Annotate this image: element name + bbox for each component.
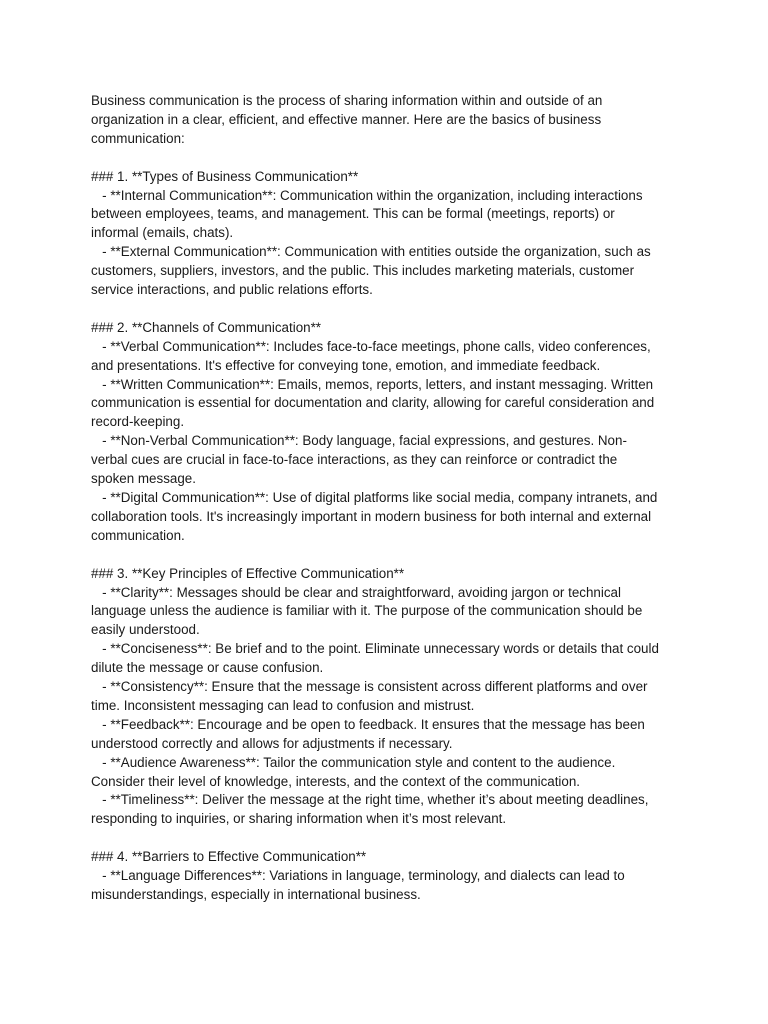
text-line: organization in a clear, efficient, and effective manner. Here are the basics of business [91, 111, 602, 127]
paragraph-gap [91, 149, 691, 168]
section-barriers [91, 848, 691, 905]
text-line: - **Conciseness**: Be brief and to the point. Eliminate unnecessary words or details that could [91, 641, 659, 657]
text-line: dilute the message or cause confusion. [91, 660, 324, 676]
text-line: language unless the audience is familiar with it. The purpose of the communication should be [91, 603, 643, 619]
text-line: - **Consistency**: Ensure that the message is consistent across different platforms and over [91, 679, 648, 695]
text-line: informal (emails, chats). [91, 225, 234, 241]
document-page [91, 92, 691, 905]
section-types [91, 168, 691, 300]
text-line: communication. [91, 527, 185, 543]
text-line: - **External Communication**: Communication with entities outside the organization, such as [91, 244, 651, 260]
text-line: responding to inquiries, or sharing information when it’s most relevant. [91, 811, 507, 827]
text-line: time. Inconsistent messaging can lead to confusion and mistrust. [91, 697, 475, 713]
text-line: - **Verbal Communication**: Includes face-to-face meetings, phone calls, video conferences, [91, 338, 651, 354]
text-line: understood correctly and allows for adjustments if necessary. [91, 735, 453, 751]
section-heading: ### 1. **Types of Business Communication** [91, 168, 359, 184]
text-line: customers, suppliers, investors, and the public. This includes marketing materials, customer [91, 263, 635, 279]
section-heading: ### 2. **Channels of Communication** [91, 319, 322, 335]
text-line: collaboration tools. It's increasingly important in modern business for both internal and external [91, 508, 652, 524]
section-heading: ### 3. **Key Principles of Effective Communication** [91, 565, 405, 581]
text-line: - **Clarity**: Messages should be clear and straightforward, avoiding jargon or technical [91, 584, 621, 600]
paragraph-gap [91, 300, 691, 319]
text-line: - **Audience Awareness**: Tailor the communication style and content to the audience. [91, 754, 616, 770]
text-line: easily understood. [91, 622, 200, 638]
section-heading: ### 4. **Barriers to Effective Communication** [91, 849, 367, 865]
text-line: service interactions, and public relations efforts. [91, 282, 373, 298]
text-line: - **Timeliness**: Deliver the message at the right time, whether it’s about meeting deadlines, [91, 792, 649, 808]
text-line: Consider their level of knowledge, interests, and the context of the communication. [91, 773, 581, 789]
text-line: Business communication is the process of sharing information within and outside of an [91, 93, 603, 108]
text-line: - **Internal Communication**: Communication within the organization, including interactions [91, 187, 643, 203]
text-line: communication is essential for documentation and clarity, allowing for careful consideration and [91, 395, 655, 411]
intro-paragraph [91, 92, 691, 149]
text-line: - **Written Communication**: Emails, memos, reports, letters, and instant messaging. Written [91, 376, 654, 392]
text-line: verbal cues are crucial in face-to-face interactions, as they can reinforce or contradict the [91, 452, 618, 468]
paragraph-gap [91, 829, 691, 848]
text-line: - **Non-Verbal Communication**: Body language, facial expressions, and gestures. Non- [91, 433, 627, 449]
section-channels [91, 319, 691, 546]
text-line: - **Feedback**: Encourage and be open to feedback. It ensures that the message has been [91, 716, 645, 732]
text-line: - **Language Differences**: Variations in language, terminology, and dialects can lead to [91, 868, 625, 884]
text-line: and presentations. It's effective for conveying tone, emotion, and immediate feedback. [91, 357, 601, 373]
text-line: record-keeping. [91, 414, 185, 430]
text-line: spoken message. [91, 471, 196, 487]
paragraph-gap [91, 546, 691, 565]
text-line: misunderstandings, especially in international business. [91, 887, 421, 902]
section-principles [91, 565, 691, 830]
text-line: communication: [91, 130, 185, 146]
text-line: - **Digital Communication**: Use of digital platforms like social media, company intranets, and [91, 490, 658, 505]
text-line: between employees, teams, and management. This can be formal (meetings, reports) or [91, 206, 615, 222]
